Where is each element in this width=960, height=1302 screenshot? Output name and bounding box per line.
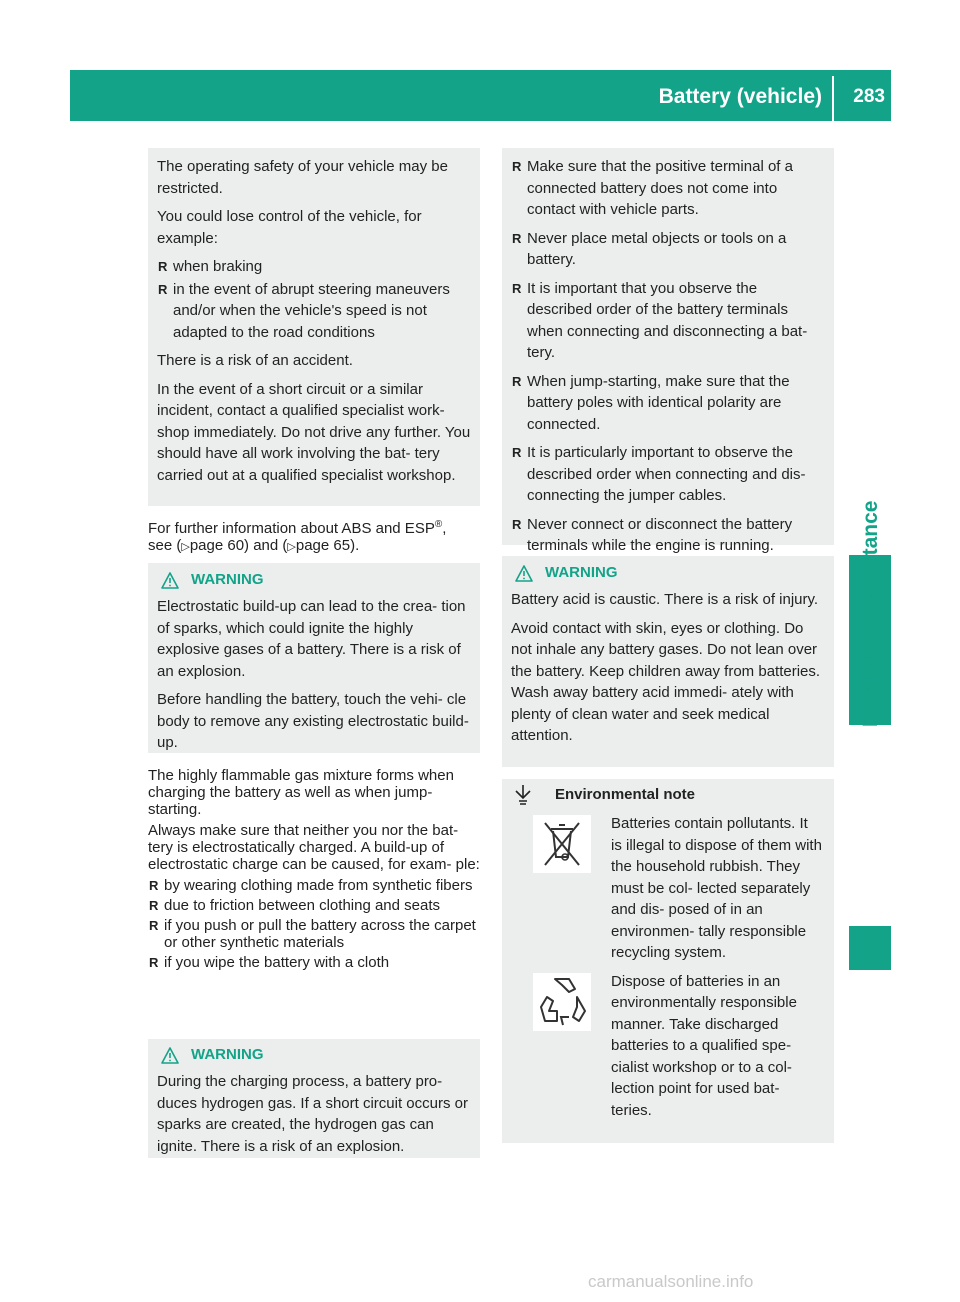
warning-box-acid	[502, 556, 834, 767]
lightbulb-icon	[515, 784, 531, 806]
body-text-left	[148, 767, 482, 971]
warning-title: WARNING	[191, 1046, 264, 1064]
reference-text: ,	[442, 520, 447, 537]
warning-title: WARNING	[545, 564, 618, 582]
page-link[interactable]: page 65).	[295, 537, 360, 554]
warning-triangle-icon	[161, 1047, 179, 1064]
recycle-icon	[533, 973, 591, 1031]
header-bar	[70, 70, 891, 121]
warning-heading	[157, 568, 471, 592]
list-item: R when braking	[157, 256, 471, 278]
box-paragraph: In the event of a short circuit or a similar incident, contact a qualified specialist work- shop immediately. Do not drive any further. You should have all work involving the bat- tery carried out at a qualified specialist workshop.	[157, 380, 471, 484]
env-heading	[511, 783, 822, 807]
list-item: R It is particularly important to observe the described order when connecting and dis- connecting the jumper cables.	[511, 442, 825, 507]
header-divider	[832, 76, 834, 121]
abs-esp-reference	[148, 520, 480, 556]
bullet-list	[148, 877, 482, 971]
list-item: R by wearing clothing made from synthetic fibers	[148, 877, 482, 894]
bullet-list	[511, 156, 825, 557]
warning-paragraph: During the charging process, a battery pro- duces hydrogen gas. If a short circuit occurs or sparks are created, the hydrogen gas can ignite. There is a risk of an explosion.	[157, 1073, 468, 1155]
list-item: R It is important that you observe the described order of the battery terminals when connecting and disconnecting a bat- tery.	[511, 278, 825, 364]
caution-box-left	[148, 148, 480, 506]
reference-text: For further information about ABS and ESP	[148, 520, 435, 537]
body-paragraph: Always make sure that neither you nor the bat- tery is electrostatically charged. A build-up of electrostatic charge can be caused, for exam- ple:	[148, 822, 480, 873]
warning-heading	[511, 561, 825, 585]
caution-box-right	[502, 148, 834, 554]
list-item: R Never connect or disconnect the battery terminals while the engine is running.	[511, 514, 825, 557]
list-item: R due to friction between clothing and seats	[148, 897, 482, 914]
list-item: R Make sure that the positive terminal of a connected battery does not come into contact with vehicle parts.	[511, 156, 825, 221]
warning-triangle-icon	[161, 572, 179, 589]
recycle-icon-wrap	[533, 973, 591, 1031]
side-tab-label-wrap	[848, 500, 892, 769]
warning-paragraph: Electrostatic build-up can lead to the crea- tion of sparks, which could ignite the highly explosive gases of a battery. There is a risk of an explosion.	[157, 598, 466, 680]
warning-heading	[157, 1043, 471, 1067]
box-paragraph: The operating safety of your vehicle may be restricted.	[157, 158, 448, 197]
environmental-note-box	[502, 779, 834, 1143]
env-title: Environmental note	[555, 786, 696, 804]
env-paragraph: Batteries contain pollutants. It is illegal to dispose of them with the household rubbish. They must be col- lected separately and dis- posed of in an environmen- tally responsible recycling system.	[611, 815, 822, 961]
crossed-bin-icon-wrap	[533, 815, 591, 873]
registered-mark: ®	[434, 519, 443, 530]
box-paragraph: You could lose control of the vehicle, for example:	[157, 208, 422, 247]
list-item: R in the event of abrupt steering maneuvers and/or when the vehicle's speed is not adapted to the road conditions	[157, 279, 471, 344]
warning-box-electrostatic	[148, 563, 480, 753]
list-item: R if you push or pull the battery across the carpet or other synthetic materials	[148, 917, 482, 951]
list-item: R Never place metal objects or tools on a battery.	[511, 228, 825, 271]
watermark: carmanualsonline.info	[588, 1272, 754, 1291]
env-item-pollutants	[511, 813, 822, 964]
warning-paragraph: Battery acid is caustic. There is a risk of injury.	[511, 591, 819, 608]
warning-box-hydrogen	[148, 1039, 480, 1158]
warning-title: WARNING	[191, 571, 264, 589]
page-number: 283	[853, 86, 885, 107]
list-item: R When jump-starting, make sure that the battery poles with identical polarity are connected.	[511, 371, 825, 436]
warning-triangle-icon	[515, 565, 533, 582]
page-title: Battery (vehicle)	[658, 85, 822, 108]
box-paragraph: There is a risk of an accident.	[157, 352, 353, 369]
reference-text: see (	[148, 537, 182, 554]
list-item: R if you wipe the battery with a cloth	[148, 954, 482, 971]
page-link[interactable]: page 60) and (	[189, 537, 288, 554]
crossed-bin-icon	[533, 815, 591, 873]
env-paragraph: Dispose of batteries in an environmentally responsible manner. Take discharged batteries to a qualified spe- cialist workshop or to a col- lection point for used bat- teries.	[611, 972, 797, 1119]
page-ref-arrow-icon: ▷	[181, 541, 190, 553]
env-item-dispose	[511, 971, 822, 1122]
side-tab-label: Breakdown assistance	[859, 500, 882, 727]
side-tab-marker	[849, 926, 891, 970]
warning-paragraph: Before handling the battery, touch the vehi- cle body to remove any existing electrostatic build-up.	[157, 691, 469, 751]
bullet-list	[157, 256, 471, 343]
warning-paragraph: Avoid contact with skin, eyes or clothing. Do not inhale any battery gases. Do not lean over the battery. Keep children away from batteries. Wash away battery acid immedi- ately with plenty of clean water and seek medical attention.	[511, 619, 821, 744]
page-ref-arrow-icon: ▷	[287, 541, 296, 553]
body-paragraph: The highly flammable gas mixture forms when charging the battery as well as when jump- starting.	[148, 767, 454, 818]
